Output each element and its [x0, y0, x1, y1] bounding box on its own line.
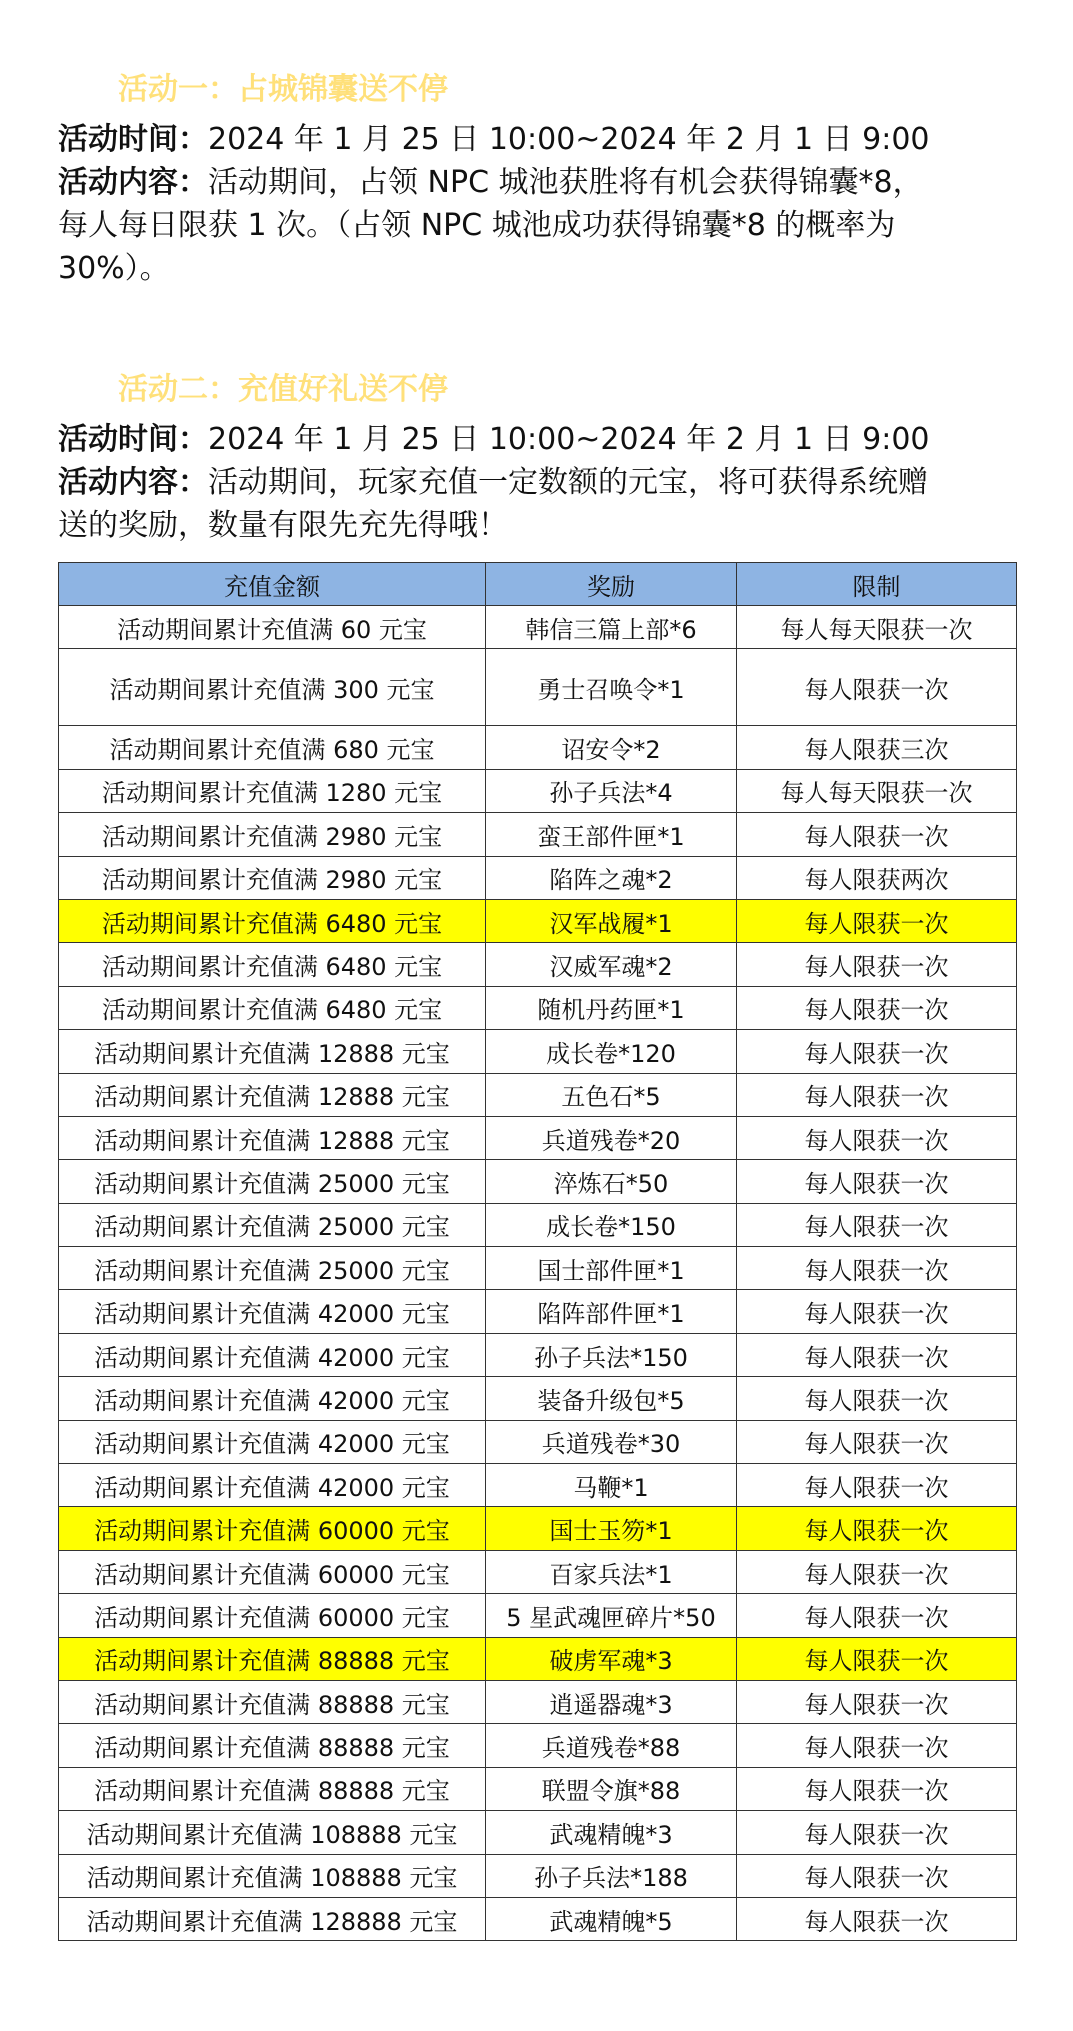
cell-limit: 每人限获一次 [737, 1333, 1017, 1376]
cell-amount: 活动期间累计充值满 60 元宝 [59, 606, 486, 649]
cell-amount: 活动期间累计充值满 42000 元宝 [59, 1290, 486, 1333]
cell-reward: 百家兵法*1 [486, 1550, 737, 1593]
cell-reward: 联盟令旗*88 [486, 1767, 737, 1810]
cell-limit: 每人限获一次 [737, 1767, 1017, 1810]
table-row [59, 1594, 1017, 1637]
cell-limit: 每人限获一次 [737, 1073, 1017, 1116]
cell-amount: 活动期间累计充值满 12888 元宝 [59, 1073, 486, 1116]
section2-content-text1: 活动期间，玩家充值一定数额的元宝，将可获得系统赠 [208, 465, 928, 500]
section2-time [58, 418, 1023, 461]
cell-limit: 每人限获一次 [737, 1507, 1017, 1550]
section1-time [58, 118, 1023, 161]
table-header-row [59, 563, 1017, 606]
section1-content-line2: 每人每日限获 1 次。（占领 NPC 城池成功获得锦囊*8 的概率为 [58, 208, 896, 243]
table-row [59, 606, 1017, 649]
cell-reward: 孙子兵法*4 [486, 769, 737, 812]
table-row [59, 1464, 1017, 1507]
cell-amount: 活动期间累计充值满 42000 元宝 [59, 1377, 486, 1420]
cell-amount: 活动期间累计充值满 6480 元宝 [59, 986, 486, 1029]
cell-limit: 每人限获一次 [737, 813, 1017, 856]
section2-time-label: 活动时间： [58, 422, 208, 457]
table-row [59, 649, 1017, 726]
table-row [59, 1247, 1017, 1290]
cell-reward: 武魂精魄*3 [486, 1811, 737, 1854]
table-body [59, 606, 1017, 1941]
cell-amount: 活动期间累计充值满 1280 元宝 [59, 769, 486, 812]
cell-amount: 活动期间累计充值满 12888 元宝 [59, 1116, 486, 1159]
cell-limit: 每人限获一次 [737, 1550, 1017, 1593]
cell-reward: 汉威军魂*2 [486, 943, 737, 986]
section1-title: 活动一：占城锦囊送不停 [118, 72, 448, 107]
section2-content-line2: 送的奖励，数量有限先充先得哦！ [58, 508, 508, 543]
cell-limit: 每人限获三次 [737, 726, 1017, 769]
cell-reward: 逍遥器魂*3 [486, 1680, 737, 1723]
cell-limit: 每人限获一次 [737, 1290, 1017, 1333]
cell-limit: 每人限获一次 [737, 1680, 1017, 1723]
cell-limit: 每人限获一次 [737, 899, 1017, 942]
cell-reward: 蛮王部件匣*1 [486, 813, 737, 856]
cell-reward: 诏安令*2 [486, 726, 737, 769]
table-row [59, 856, 1017, 899]
cell-limit: 每人限获一次 [737, 1420, 1017, 1463]
header-limit: 限制 [737, 563, 1017, 606]
section1-content-line1 [58, 161, 1023, 204]
table-row [59, 1811, 1017, 1854]
table-row [59, 1550, 1017, 1593]
cell-limit: 每人限获一次 [737, 1247, 1017, 1290]
reward-table-wrap [58, 562, 1016, 1941]
cell-limit: 每人每天限获一次 [737, 769, 1017, 812]
table-row [59, 943, 1017, 986]
cell-limit: 每人每天限获一次 [737, 606, 1017, 649]
cell-limit: 每人限获一次 [737, 1637, 1017, 1680]
table-row [59, 1377, 1017, 1420]
cell-reward: 孙子兵法*188 [486, 1854, 737, 1897]
table-row [59, 1333, 1017, 1376]
cell-limit: 每人限获一次 [737, 986, 1017, 1029]
section2-title: 活动二：充值好礼送不停 [118, 372, 448, 407]
cell-amount: 活动期间累计充值满 25000 元宝 [59, 1160, 486, 1203]
cell-amount: 活动期间累计充值满 6480 元宝 [59, 943, 486, 986]
cell-reward: 五色石*5 [486, 1073, 737, 1116]
cell-reward: 国士部件匣*1 [486, 1247, 737, 1290]
section1-content-label: 活动内容： [58, 165, 208, 200]
cell-amount: 活动期间累计充值满 2980 元宝 [59, 813, 486, 856]
section1-time-label: 活动时间： [58, 122, 208, 157]
cell-reward: 勇士召唤令*1 [486, 649, 737, 726]
cell-amount: 活动期间累计充值满 300 元宝 [59, 649, 486, 726]
cell-limit: 每人限获一次 [737, 1724, 1017, 1767]
table-row [59, 813, 1017, 856]
cell-amount: 活动期间累计充值满 60000 元宝 [59, 1594, 486, 1637]
table-row [59, 1680, 1017, 1723]
table-row [59, 1897, 1017, 1940]
table-row [59, 1767, 1017, 1810]
cell-amount: 活动期间累计充值满 60000 元宝 [59, 1550, 486, 1593]
cell-amount: 活动期间累计充值满 88888 元宝 [59, 1767, 486, 1810]
table-row [59, 1203, 1017, 1246]
section2-content-line1 [58, 461, 1023, 504]
cell-amount: 活动期间累计充值满 88888 元宝 [59, 1637, 486, 1680]
cell-limit: 每人限获一次 [737, 1854, 1017, 1897]
cell-limit: 每人限获一次 [737, 1160, 1017, 1203]
cell-reward: 陷阵部件匣*1 [486, 1290, 737, 1333]
cell-reward: 成长卷*120 [486, 1030, 737, 1073]
cell-reward: 兵道残卷*30 [486, 1420, 737, 1463]
cell-amount: 活动期间累计充值满 108888 元宝 [59, 1811, 486, 1854]
cell-amount: 活动期间累计充值满 128888 元宝 [59, 1897, 486, 1940]
cell-limit: 每人限获一次 [737, 1897, 1017, 1940]
table-row [59, 1724, 1017, 1767]
cell-amount: 活动期间累计充值满 25000 元宝 [59, 1203, 486, 1246]
table-row [59, 1116, 1017, 1159]
cell-reward: 装备升级包*5 [486, 1377, 737, 1420]
cell-limit: 每人限获一次 [737, 1464, 1017, 1507]
section1-content-line3: 30%）。 [58, 251, 170, 286]
table-row [59, 769, 1017, 812]
section2-content-label: 活动内容： [58, 465, 208, 500]
table-row [59, 1420, 1017, 1463]
section1-content-text1: 活动期间，占领 NPC 城池获胜将有机会获得锦囊*8， [208, 165, 923, 200]
table-row [59, 1854, 1017, 1897]
cell-amount: 活动期间累计充值满 12888 元宝 [59, 1030, 486, 1073]
cell-limit: 每人限获一次 [737, 1030, 1017, 1073]
cell-reward: 武魂精魄*5 [486, 1897, 737, 1940]
cell-limit: 每人限获一次 [737, 649, 1017, 726]
cell-amount: 活动期间累计充值满 2980 元宝 [59, 856, 486, 899]
cell-reward: 淬炼石*50 [486, 1160, 737, 1203]
section1-time-value: 2024 年 1 月 25 日 10:00~2024 年 2 月 1 日 9:00 [208, 122, 930, 157]
cell-reward: 汉军战履*1 [486, 899, 737, 942]
cell-reward: 孙子兵法*150 [486, 1333, 737, 1376]
cell-amount: 活动期间累计充值满 25000 元宝 [59, 1247, 486, 1290]
cell-reward: 马鞭*1 [486, 1464, 737, 1507]
section2-content [58, 461, 1023, 547]
cell-limit: 每人限获一次 [737, 1203, 1017, 1246]
table-row [59, 726, 1017, 769]
cell-amount: 活动期间累计充值满 42000 元宝 [59, 1420, 486, 1463]
cell-reward: 兵道残卷*20 [486, 1116, 737, 1159]
header-reward: 奖励 [486, 563, 737, 606]
cell-amount: 活动期间累计充值满 6480 元宝 [59, 899, 486, 942]
cell-amount: 活动期间累计充值满 88888 元宝 [59, 1724, 486, 1767]
cell-amount: 活动期间累计充值满 60000 元宝 [59, 1507, 486, 1550]
table-row [59, 899, 1017, 942]
cell-reward: 国士玉笏*1 [486, 1507, 737, 1550]
cell-reward: 随机丹药匣*1 [486, 986, 737, 1029]
table-row [59, 1030, 1017, 1073]
cell-amount: 活动期间累计充值满 88888 元宝 [59, 1680, 486, 1723]
table-row [59, 1160, 1017, 1203]
cell-limit: 每人限获一次 [737, 1594, 1017, 1637]
table-row [59, 986, 1017, 1029]
cell-reward: 破虏军魂*3 [486, 1637, 737, 1680]
cell-limit: 每人限获两次 [737, 856, 1017, 899]
cell-amount: 活动期间累计充值满 108888 元宝 [59, 1854, 486, 1897]
table-row [59, 1073, 1017, 1116]
section2-time-value: 2024 年 1 月 25 日 10:00~2024 年 2 月 1 日 9:00 [208, 422, 930, 457]
cell-limit: 每人限获一次 [737, 1811, 1017, 1854]
table-row [59, 1507, 1017, 1550]
cell-reward: 兵道残卷*88 [486, 1724, 737, 1767]
cell-reward: 成长卷*150 [486, 1203, 737, 1246]
cell-limit: 每人限获一次 [737, 1116, 1017, 1159]
cell-limit: 每人限获一次 [737, 1377, 1017, 1420]
cell-amount: 活动期间累计充值满 42000 元宝 [59, 1333, 486, 1376]
reward-table [58, 562, 1017, 1941]
cell-reward: 陷阵之魂*2 [486, 856, 737, 899]
cell-reward: 5 星武魂匣碎片*50 [486, 1594, 737, 1637]
table-row [59, 1290, 1017, 1333]
table-row [59, 1637, 1017, 1680]
cell-amount: 活动期间累计充值满 42000 元宝 [59, 1464, 486, 1507]
cell-limit: 每人限获一次 [737, 943, 1017, 986]
section1-content [58, 161, 1023, 290]
cell-amount: 活动期间累计充值满 680 元宝 [59, 726, 486, 769]
cell-reward: 韩信三篇上部*6 [486, 606, 737, 649]
header-amount: 充值金额 [59, 563, 486, 606]
